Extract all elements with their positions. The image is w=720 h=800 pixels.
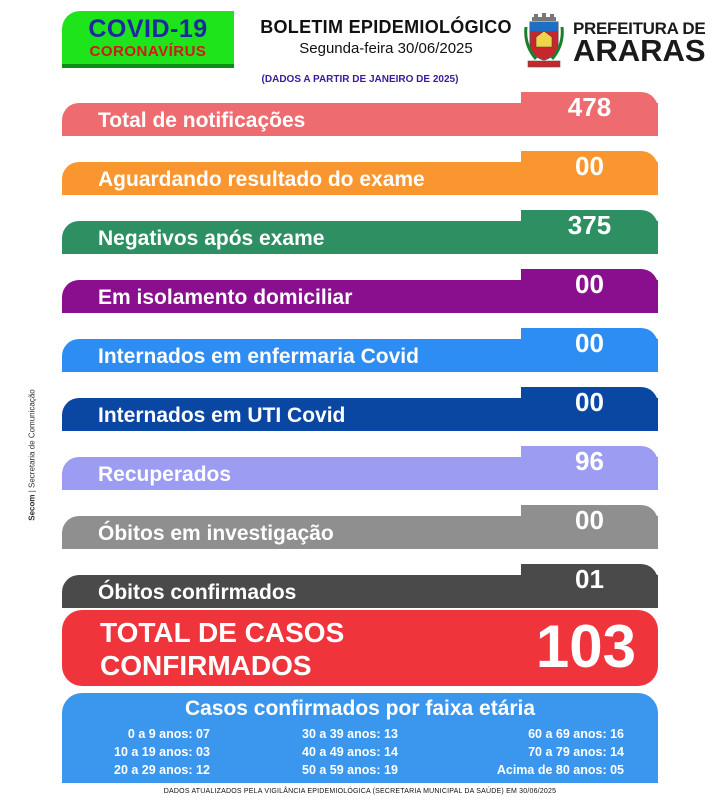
- stat-label: Internados em enfermaria Covid: [98, 345, 419, 368]
- stat-value: 96: [575, 446, 604, 476]
- total-confirmed-value: 103: [535, 613, 636, 680]
- stat-value: 478: [567, 92, 612, 122]
- age-column-1: [114, 725, 210, 779]
- data-since-note: (DADOS A PARTIR DE JANEIRO DE 2025): [261, 74, 459, 85]
- stat-label: Óbitos em investigação: [98, 522, 334, 545]
- stat-value: 00: [575, 387, 604, 417]
- stat-value: 00: [575, 328, 604, 358]
- age-column-3: [497, 725, 624, 779]
- stat-row: [62, 151, 658, 195]
- bulletin-title: BOLETIM EPIDEMIOLÓGICO: [260, 17, 512, 37]
- covid-badge: [62, 11, 234, 68]
- age-group-item: 60 a 69 anos: 16: [528, 727, 624, 741]
- stat-row: [62, 328, 658, 372]
- badge-subtitle: CORONAVÍRUS: [89, 43, 207, 60]
- age-group-item: 40 a 49 anos: 14: [302, 745, 398, 759]
- stat-label: Internados em UTI Covid: [98, 404, 346, 427]
- stat-label: Negativos após exame: [98, 227, 325, 250]
- stat-label: Total de notificações: [98, 109, 306, 132]
- stat-row: [62, 387, 658, 431]
- stat-row: [62, 505, 658, 549]
- stat-label: Óbitos confirmados: [98, 581, 297, 604]
- stat-value: 00: [575, 269, 604, 299]
- age-column-2: [302, 725, 398, 779]
- total-confirmed-panel: [62, 610, 658, 686]
- age-group-item: 50 a 59 anos: 19: [302, 763, 398, 777]
- age-group-item: 70 a 79 anos: 14: [528, 745, 624, 759]
- stat-row: [62, 564, 658, 608]
- prefecture-label: PREFEITURA DE: [573, 19, 706, 38]
- stat-value: 00: [575, 505, 604, 535]
- stat-value: 375: [567, 210, 612, 240]
- age-groups-title: Casos confirmados por faixa etária: [184, 697, 536, 720]
- city-crest-icon: [524, 13, 564, 69]
- stat-label: Recuperados: [98, 463, 232, 486]
- age-group-item: 10 a 19 anos: 03: [114, 745, 210, 759]
- stat-row: [62, 92, 658, 136]
- age-groups-panel: [62, 693, 658, 783]
- stat-row: [62, 446, 658, 490]
- age-group-item: 30 a 39 anos: 13: [302, 727, 398, 741]
- stat-row: [62, 269, 658, 313]
- age-group-item: 20 a 29 anos: 12: [114, 763, 210, 777]
- badge-title: COVID-19: [88, 15, 208, 43]
- stat-value: 00: [575, 151, 604, 181]
- footer-note: DADOS ATUALIZADOS PELA VIGILÂNCIA EPIDEMIOLÓGICA (SECRETARIA MUNICIPAL DA SAÚDE) EM 30/06/2025: [163, 788, 557, 795]
- stat-row: [62, 210, 658, 254]
- city-name: ARARAS: [573, 33, 706, 68]
- secom-credit: Secom | Secretaria de Comunicação: [27, 389, 37, 521]
- stat-label: Aguardando resultado do exame: [98, 168, 425, 191]
- stat-label: Em isolamento domiciliar: [98, 286, 353, 309]
- stat-value: 01: [575, 564, 604, 594]
- age-group-item: Acima de 80 anos: 05: [496, 763, 624, 777]
- total-confirmed-label: TOTAL DE CASOS CONFIRMADOS: [100, 617, 345, 681]
- bulletin-date: Segunda-feira 30/06/2025: [299, 40, 473, 57]
- age-group-item: 0 a 9 anos: 07: [127, 727, 210, 741]
